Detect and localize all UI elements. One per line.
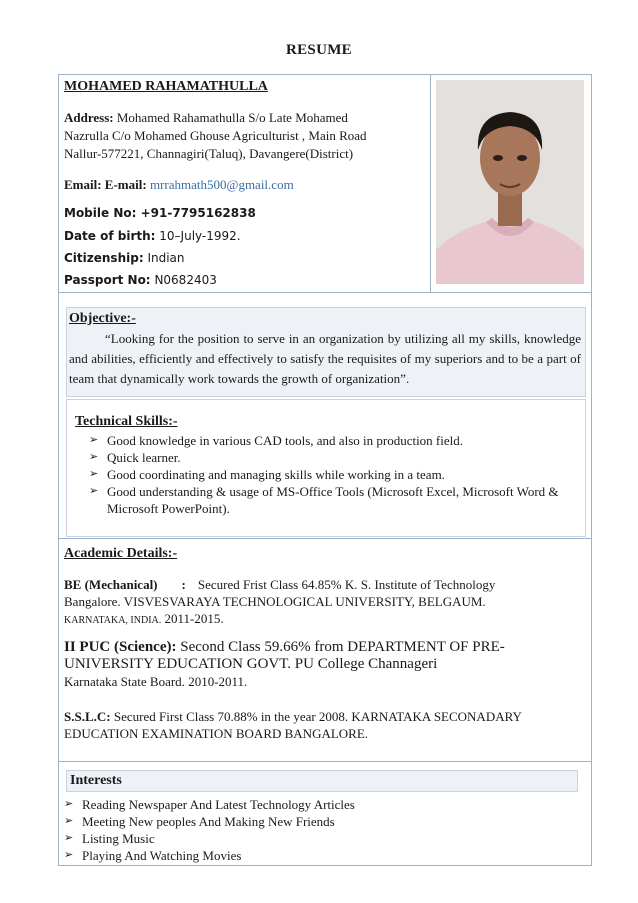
puc-text-1: Second Class 59.66% from DEPARTMENT OF PRE-: [180, 639, 505, 655]
list-item: ➢ Quick learner.: [89, 450, 181, 465]
dob-value: 10–July-1992.: [159, 229, 241, 243]
technical-skills-heading: Technical Skills:-: [75, 414, 178, 429]
academic-heading: Academic Details:-: [64, 546, 178, 561]
passport-row: [64, 273, 217, 287]
divider-photo: [430, 74, 431, 292]
divider-header: [58, 292, 592, 293]
be-years: 2011-2015.: [164, 611, 224, 626]
puc-text-2: UNIVERSITY EDUCATION GOVT. PU College Channageri: [64, 656, 438, 672]
list-item: ➢ Reading Newspaper And Latest Technology Articles: [64, 797, 355, 812]
puc-years: 2010-2011.: [188, 674, 248, 689]
bullet-arrow-icon: ➢: [64, 832, 74, 844]
be-text-1: Secured Frist Class 64.85% K. S. Institute of Technology: [197, 577, 496, 592]
sslc-text-1: Secured First Class 70.88% in the year 2008. KARNATAKA SECONADARY: [113, 709, 522, 724]
technical-skills-list: [89, 432, 569, 517]
address-label: Address:: [64, 110, 114, 125]
be-text-2: Bangalore. VISVESVARAYA TECHNOLOGICAL UNIVERSITY, BELGAUM.: [64, 594, 486, 609]
bullet-arrow-icon: ➢: [89, 451, 99, 463]
address-block: [64, 109, 424, 163]
person-photo: [436, 80, 584, 284]
address-line-2: Nazrulla C/o Mohamed Ghouse Agriculturist , Main Road: [64, 128, 367, 143]
candidate-name: MOHAMED RAHAMATHULLA: [64, 79, 268, 94]
bullet-arrow-icon: ➢: [89, 468, 99, 480]
bullet-arrow-icon: ➢: [64, 815, 74, 827]
academic-puc: [64, 639, 584, 690]
be-colon: :: [181, 577, 186, 592]
passport-value: N0682403: [154, 273, 217, 287]
puc-label: II PUC (Science):: [64, 639, 177, 655]
citizenship-value: Indian: [147, 251, 185, 265]
divider-academic: [58, 538, 592, 539]
citizenship-row: [64, 251, 185, 265]
mobile-value: 7795162838: [172, 206, 256, 220]
page-title: RESUME: [286, 42, 352, 58]
objective-body: “Looking for the position to serve in an organization by utilizing all my skills, knowledge and abilities, efficiently and effectively to satisfy the requisites of my superiors and to be a part of team that dynamically work towards the growth of organization”.: [69, 331, 581, 386]
bullet-arrow-icon: ➢: [89, 485, 99, 497]
divider-interests: [58, 761, 592, 762]
puc-text-3: Karnataka State Board.: [64, 674, 185, 689]
email-row: [64, 177, 294, 193]
list-item: ➢ Good understanding & usage of MS-Office Tools (Microsoft Excel, Microsoft Word & Microsoft PowerPoint).: [89, 484, 559, 516]
address-line-1: Mohamed Rahamathulla S/o Late Mohamed: [116, 110, 348, 125]
list-item: ➢ Good coordinating and managing skills while working in a team.: [89, 467, 445, 482]
list-item: ➢ Good knowledge in various CAD tools, and also in production field.: [89, 433, 464, 448]
dob-row: [64, 229, 241, 243]
mobile-label: Mobile No: +91-: [64, 206, 173, 220]
list-item: ➢ Playing And Watching Movies: [64, 848, 242, 863]
citizenship-label: Citizenship:: [64, 251, 144, 265]
list-item: ➢ Listing Music: [64, 831, 155, 846]
sslc-text-2: EDUCATION EXAMINATION BOARD BANGALORE.: [64, 726, 369, 741]
mobile-row: [64, 206, 256, 220]
bullet-arrow-icon: ➢: [64, 798, 74, 810]
interests-list: [64, 796, 355, 864]
email-link[interactable]: mrrahmath500@gmail.com: [149, 177, 294, 192]
objective-text: [69, 329, 581, 389]
passport-label: Passport No:: [64, 273, 151, 287]
interests-heading: Interests: [70, 773, 122, 788]
list-item: ➢ Meeting New peoples And Making New Friends: [64, 814, 335, 829]
academic-be: [64, 576, 584, 629]
dob-label: Date of birth:: [64, 229, 156, 243]
academic-sslc: [64, 708, 584, 742]
be-label: BE (Mechanical): [64, 577, 158, 592]
email-label: Email: E-mail:: [64, 177, 147, 192]
be-place: KARNATAKA, INDIA.: [64, 615, 162, 626]
photo-illustration: [436, 80, 584, 284]
bullet-arrow-icon: ➢: [89, 434, 99, 446]
interests-panel: [66, 770, 578, 792]
objective-heading: Objective:-: [69, 311, 136, 326]
sslc-label: S.S.L.C:: [64, 709, 111, 724]
address-line-3: Nallur-577221, Channagiri(Taluq), Davangere(District): [64, 146, 354, 161]
bullet-arrow-icon: ➢: [64, 849, 74, 861]
